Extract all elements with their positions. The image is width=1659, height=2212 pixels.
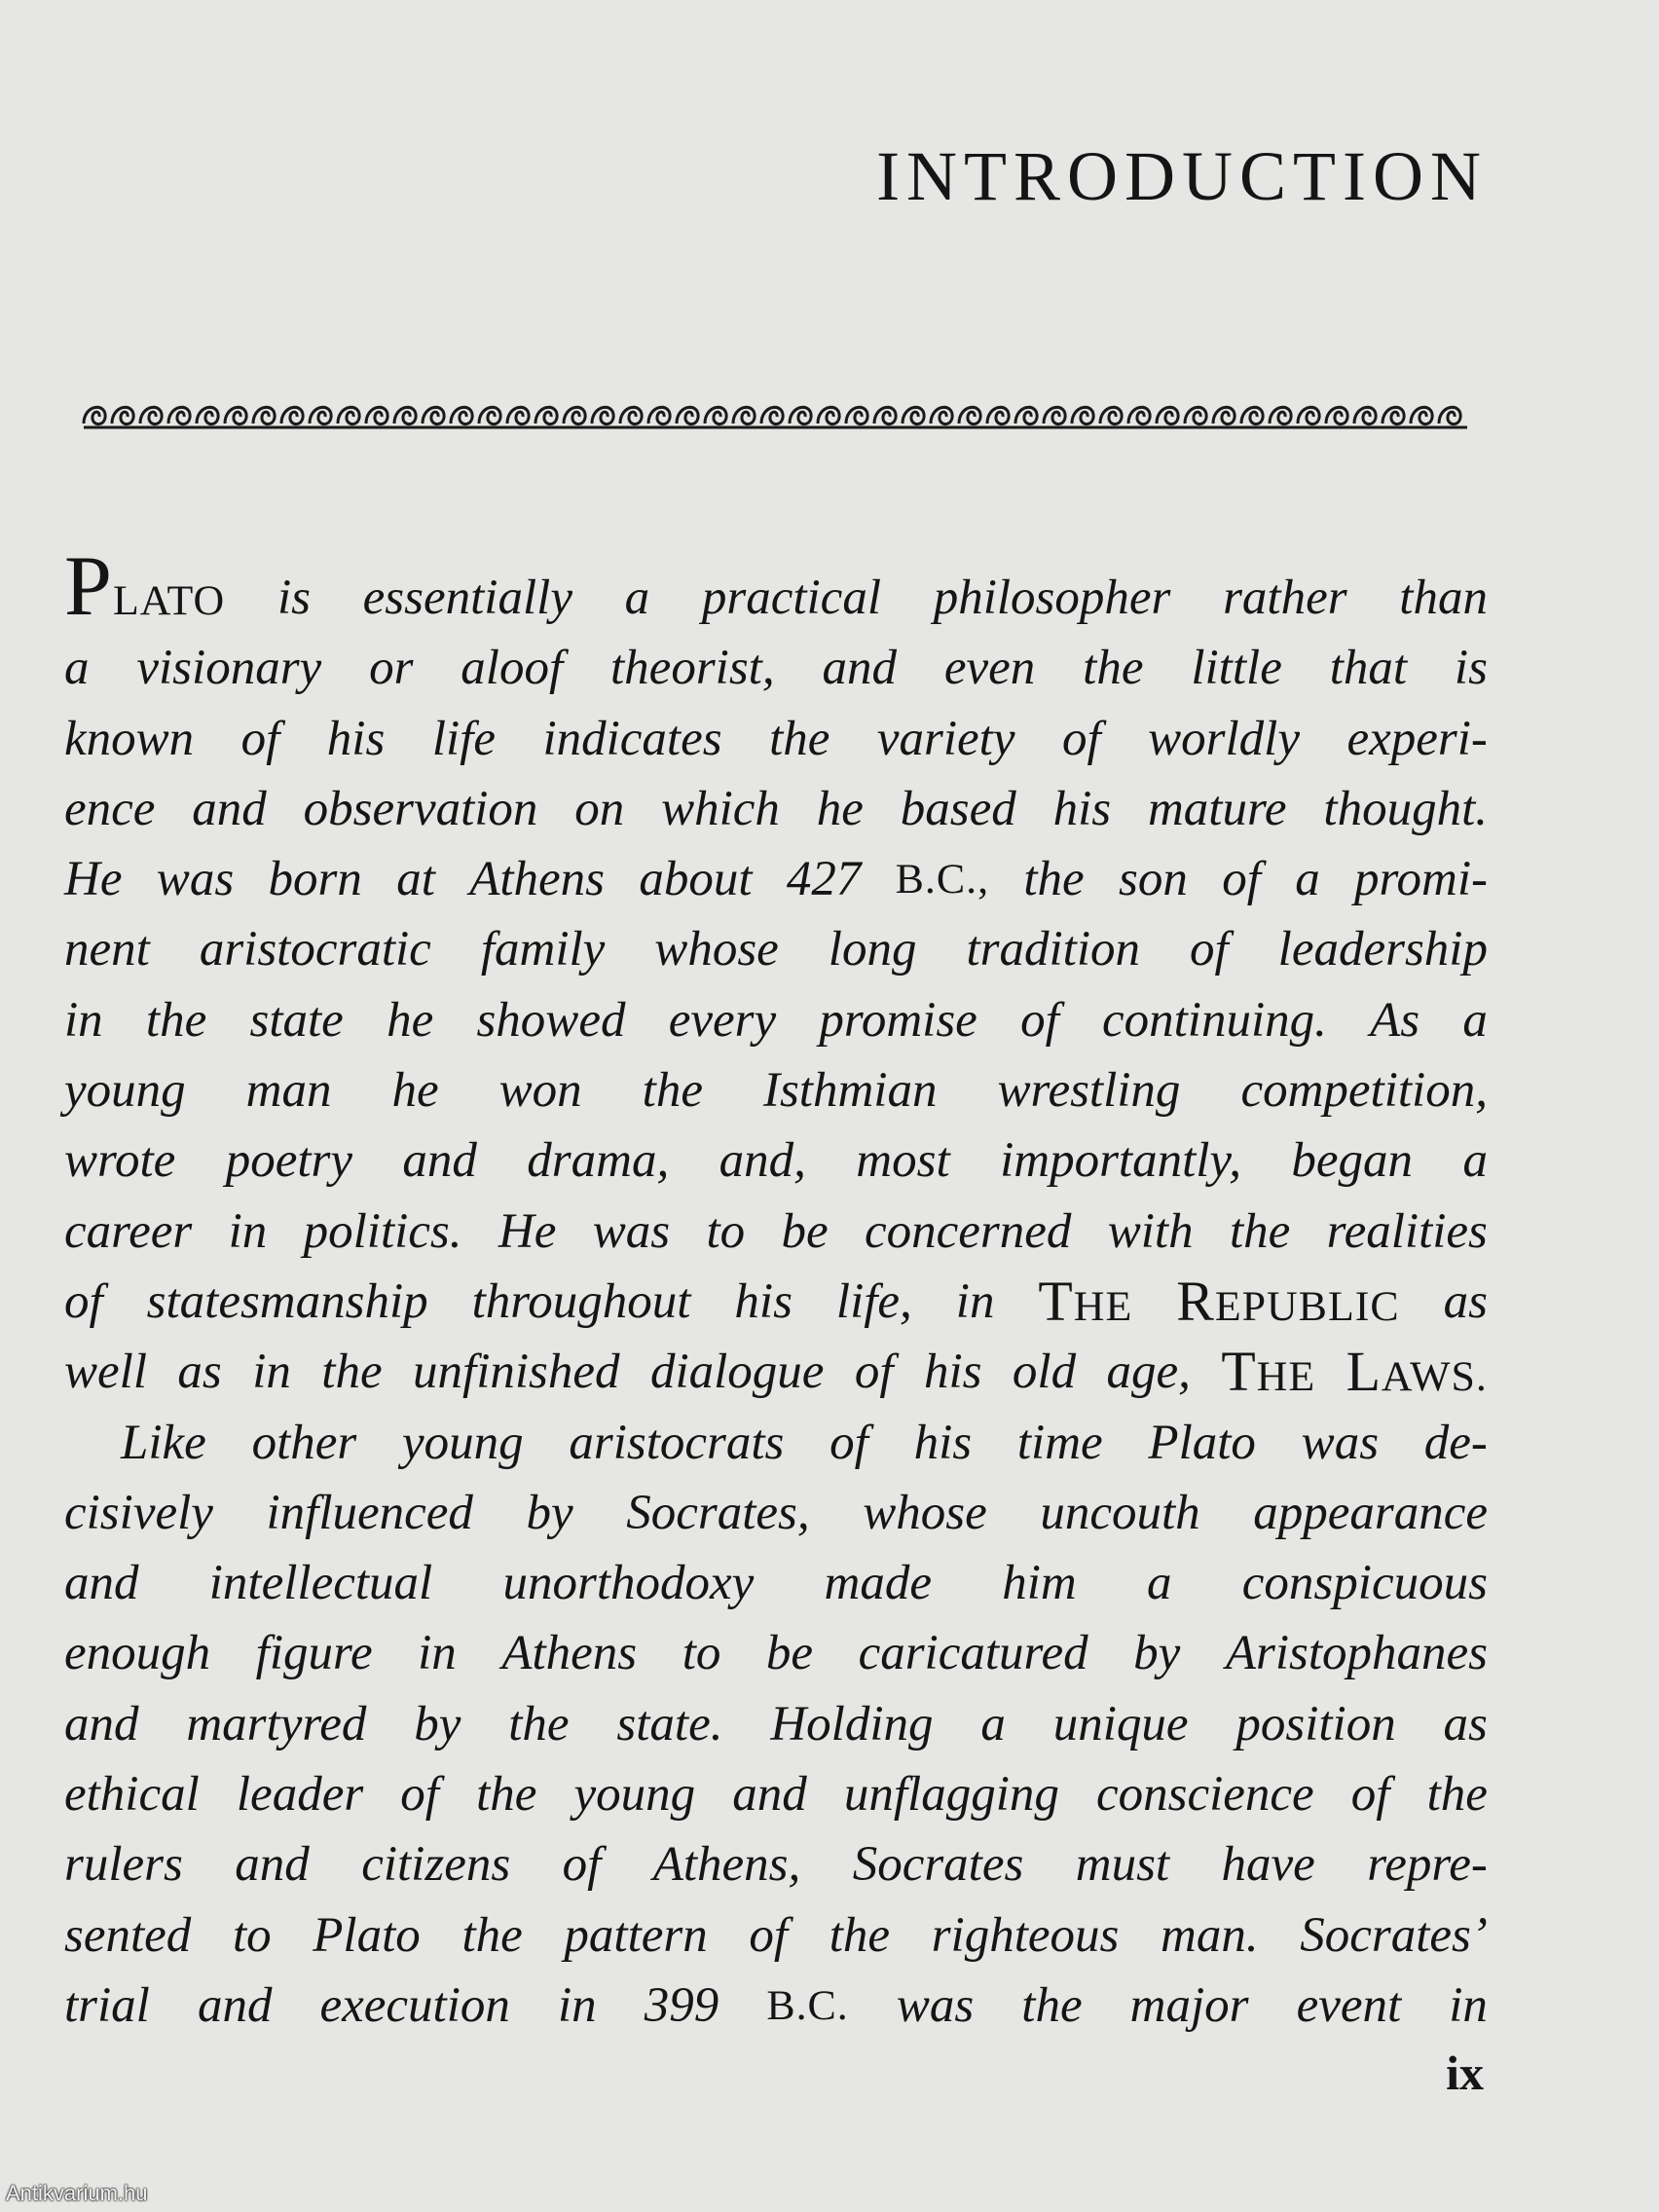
word: of bbox=[1061, 711, 1101, 766]
word: in bbox=[252, 1345, 291, 1400]
word: whose bbox=[654, 922, 779, 977]
word: He bbox=[64, 852, 123, 907]
text-line bbox=[64, 1829, 1488, 1899]
word: by bbox=[1133, 1626, 1181, 1681]
word: even bbox=[943, 641, 1036, 696]
text-line bbox=[64, 985, 1488, 1055]
small-caps-rest: EPUBLIC bbox=[1214, 1282, 1400, 1330]
word: de- bbox=[1423, 1415, 1488, 1470]
word: in bbox=[955, 1273, 995, 1329]
word: Holding bbox=[770, 1696, 934, 1751]
text-line bbox=[64, 1197, 1488, 1267]
small-caps-word: LATO bbox=[112, 577, 226, 624]
small-caps-rest: AWS. bbox=[1381, 1353, 1488, 1401]
word: young bbox=[64, 1063, 186, 1119]
word: conspicuous bbox=[1241, 1556, 1488, 1611]
body-text bbox=[64, 539, 1488, 2041]
small-caps-initial: T bbox=[1038, 1269, 1074, 1333]
word: and, bbox=[719, 1133, 806, 1189]
word: by bbox=[526, 1485, 573, 1540]
word: continuing. bbox=[1101, 992, 1327, 1048]
word: of bbox=[749, 1907, 789, 1963]
word: philosopher bbox=[933, 571, 1171, 625]
word: the bbox=[829, 1907, 891, 1963]
word: concerned bbox=[864, 1203, 1072, 1259]
word: unorthodoxy bbox=[502, 1556, 755, 1611]
word: aristocratic bbox=[199, 922, 431, 977]
word: citizens bbox=[361, 1837, 511, 1893]
word: in bbox=[557, 1977, 597, 2033]
word: his bbox=[913, 1415, 973, 1470]
word: he bbox=[387, 992, 434, 1048]
word: was bbox=[592, 1203, 671, 1259]
word: a bbox=[1462, 992, 1488, 1048]
word: with bbox=[1107, 1203, 1194, 1259]
word: Socrates’ bbox=[1300, 1907, 1488, 1963]
word: to bbox=[706, 1203, 746, 1259]
word: variety bbox=[876, 711, 1015, 766]
word: little bbox=[1191, 641, 1282, 696]
text-line bbox=[64, 1478, 1488, 1548]
word: of bbox=[854, 1345, 894, 1400]
word: or bbox=[369, 641, 414, 696]
word: long bbox=[828, 922, 917, 977]
word: a bbox=[1147, 1556, 1172, 1611]
word: Athens, bbox=[652, 1837, 801, 1893]
drop-cap: P bbox=[64, 539, 112, 634]
word: of bbox=[400, 1767, 439, 1823]
small-caps-initial: L bbox=[1346, 1340, 1382, 1404]
word: unique bbox=[1052, 1696, 1189, 1751]
small-caps-initial: R bbox=[1176, 1269, 1215, 1333]
word: of bbox=[1222, 852, 1261, 907]
word: ethical bbox=[64, 1767, 200, 1823]
book-title-laws bbox=[1346, 1337, 1488, 1407]
word: caricatured bbox=[858, 1626, 1088, 1681]
word: trial bbox=[64, 1977, 150, 2033]
word: Isthmian bbox=[762, 1063, 938, 1119]
word: of bbox=[1350, 1767, 1390, 1823]
word: old bbox=[1012, 1345, 1077, 1400]
word: is bbox=[276, 571, 311, 625]
word: Socrates, bbox=[626, 1485, 810, 1540]
word: competition, bbox=[1240, 1063, 1488, 1119]
word: poetry bbox=[225, 1133, 352, 1189]
text-line bbox=[64, 1337, 1488, 1407]
word: and bbox=[192, 781, 267, 836]
word: man bbox=[245, 1063, 332, 1119]
word: at bbox=[396, 852, 435, 907]
word: a bbox=[980, 1696, 1006, 1751]
word: enough bbox=[64, 1626, 211, 1681]
word: about bbox=[639, 852, 753, 907]
greek-wave-ornament bbox=[78, 394, 1490, 437]
text-line bbox=[64, 914, 1488, 984]
word: the bbox=[642, 1063, 703, 1119]
word: unfinished bbox=[413, 1345, 620, 1400]
word: essentially bbox=[362, 571, 572, 625]
text-line bbox=[64, 844, 1488, 914]
word: to bbox=[682, 1626, 721, 1681]
word: and bbox=[64, 1556, 139, 1611]
word: his bbox=[1052, 781, 1112, 836]
word: promi- bbox=[1354, 852, 1488, 907]
word: figure bbox=[255, 1626, 373, 1681]
word: As bbox=[1370, 992, 1420, 1048]
word: in bbox=[228, 1203, 268, 1259]
text-line bbox=[64, 1689, 1488, 1759]
word: other bbox=[251, 1415, 357, 1470]
word: observation bbox=[303, 781, 538, 836]
word: young bbox=[573, 1767, 696, 1823]
word: his bbox=[734, 1273, 793, 1329]
word: theorist, bbox=[610, 641, 775, 696]
word: the bbox=[1426, 1767, 1488, 1823]
word: life bbox=[431, 711, 496, 766]
page-number: ix bbox=[1446, 2046, 1484, 2100]
watermark: Antikvarium.hu bbox=[6, 2181, 148, 2205]
word: life, bbox=[835, 1273, 912, 1329]
word: of bbox=[1020, 992, 1059, 1048]
word: than bbox=[1399, 571, 1488, 625]
word: leadership bbox=[1277, 922, 1488, 977]
word: every bbox=[668, 992, 777, 1048]
text-line bbox=[64, 1548, 1488, 1618]
word: leader bbox=[236, 1767, 364, 1823]
word: be bbox=[765, 1626, 814, 1681]
word: made bbox=[824, 1556, 932, 1611]
small-caps-rest: HE bbox=[1073, 1282, 1133, 1330]
book-title-republic bbox=[1176, 1267, 1399, 1337]
word: well bbox=[64, 1345, 147, 1400]
word: based bbox=[900, 781, 1016, 836]
word: a bbox=[1462, 1133, 1488, 1189]
word: son bbox=[1119, 852, 1188, 907]
word: the bbox=[461, 1907, 523, 1963]
word: practical bbox=[701, 571, 881, 625]
text-line bbox=[64, 1900, 1488, 1971]
word: whose bbox=[863, 1485, 987, 1540]
word: on bbox=[574, 781, 625, 836]
word: showed bbox=[476, 992, 626, 1048]
word: the bbox=[145, 992, 207, 1048]
word: he bbox=[816, 781, 864, 836]
word: thought. bbox=[1323, 781, 1488, 836]
word: execution bbox=[319, 1977, 510, 2033]
text-line bbox=[64, 1055, 1488, 1125]
word: and bbox=[235, 1837, 310, 1893]
word: as bbox=[177, 1345, 222, 1400]
word: the bbox=[1229, 1203, 1291, 1259]
chapter-title: INTRODUCTION bbox=[876, 137, 1488, 215]
word: a bbox=[1295, 852, 1320, 907]
text-line bbox=[64, 1618, 1488, 1688]
word: and bbox=[732, 1767, 807, 1823]
word: the bbox=[476, 1767, 537, 1823]
word: repre- bbox=[1367, 1837, 1488, 1893]
text-line bbox=[64, 704, 1488, 774]
word: to bbox=[232, 1907, 272, 1963]
word: wrote bbox=[64, 1133, 176, 1189]
word: and bbox=[197, 1977, 273, 2033]
word: which bbox=[661, 781, 780, 836]
word: major bbox=[1129, 1977, 1249, 2033]
word: young bbox=[401, 1415, 524, 1470]
word: martyred bbox=[186, 1696, 367, 1751]
word: ence bbox=[64, 781, 156, 836]
word: was bbox=[1301, 1415, 1380, 1470]
word: must bbox=[1075, 1837, 1170, 1893]
word: Socrates bbox=[852, 1837, 1024, 1893]
word: was bbox=[156, 852, 235, 907]
word: politics. bbox=[303, 1203, 462, 1259]
word: won bbox=[498, 1063, 582, 1119]
word: unflagging bbox=[843, 1767, 1059, 1823]
word: rulers bbox=[64, 1837, 183, 1893]
word: mature bbox=[1147, 781, 1287, 836]
word: his bbox=[923, 1345, 982, 1400]
text-line bbox=[64, 774, 1488, 844]
word: him bbox=[1002, 1556, 1077, 1611]
word: family bbox=[480, 922, 606, 977]
word: he bbox=[391, 1063, 439, 1119]
word: the bbox=[508, 1696, 570, 1751]
word: in bbox=[1449, 1977, 1488, 2033]
word: the bbox=[1083, 641, 1144, 696]
text-line bbox=[64, 539, 1488, 634]
word: and bbox=[64, 1696, 139, 1751]
word: He bbox=[498, 1203, 557, 1259]
word: Like bbox=[121, 1415, 206, 1470]
word: and bbox=[822, 641, 897, 696]
text-line bbox=[64, 633, 1488, 703]
text-line bbox=[64, 1759, 1488, 1829]
word: sented bbox=[64, 1907, 192, 1963]
word: and bbox=[402, 1133, 477, 1189]
word: 427 bbox=[786, 852, 862, 907]
word: the bbox=[1023, 852, 1085, 907]
word: Plato bbox=[1148, 1415, 1256, 1470]
word: time bbox=[1016, 1415, 1103, 1470]
word: state bbox=[249, 992, 344, 1048]
word: throughout bbox=[471, 1273, 691, 1329]
word: the bbox=[1021, 1977, 1083, 2033]
word: pattern bbox=[564, 1907, 708, 1963]
wave-scroll-path bbox=[84, 407, 1467, 427]
word: Plato bbox=[313, 1907, 421, 1963]
word: began bbox=[1291, 1133, 1414, 1189]
book-title-the bbox=[1221, 1337, 1315, 1407]
word: visionary bbox=[136, 641, 322, 696]
small-caps-word: B.C. bbox=[766, 1981, 849, 2029]
word: state. bbox=[616, 1696, 723, 1751]
word: in bbox=[418, 1626, 457, 1681]
word: the bbox=[769, 711, 830, 766]
word: aloof bbox=[461, 641, 564, 696]
word: by bbox=[414, 1696, 461, 1751]
word: aristocrats bbox=[569, 1415, 785, 1470]
small-caps-word: B.C., bbox=[895, 856, 990, 903]
word: Athens bbox=[469, 852, 605, 907]
word: worldly bbox=[1148, 711, 1300, 766]
word: rather bbox=[1223, 571, 1347, 625]
word: is bbox=[1454, 641, 1488, 696]
word: of bbox=[1190, 922, 1229, 977]
word: realities bbox=[1326, 1203, 1488, 1259]
book-title-the bbox=[1038, 1267, 1132, 1337]
word: a bbox=[624, 571, 650, 625]
word: intellectual bbox=[208, 1556, 433, 1611]
word: conscience bbox=[1095, 1767, 1314, 1823]
word: drama, bbox=[527, 1133, 670, 1189]
line-opening bbox=[64, 539, 226, 634]
word: his bbox=[326, 711, 386, 766]
text-line bbox=[64, 1971, 1488, 2041]
word: of bbox=[830, 1415, 868, 1470]
word: dialogue bbox=[649, 1345, 825, 1400]
line-word: as bbox=[1443, 1273, 1488, 1329]
word: man. bbox=[1161, 1907, 1259, 1963]
word: was bbox=[896, 1977, 975, 2033]
word: born bbox=[268, 852, 362, 907]
word: importantly, bbox=[1000, 1133, 1241, 1189]
word: righteous bbox=[931, 1907, 1120, 1963]
word: of bbox=[562, 1837, 602, 1893]
word: known bbox=[64, 711, 195, 766]
word: cisively bbox=[64, 1485, 213, 1540]
word: appearance bbox=[1253, 1485, 1488, 1540]
word: be bbox=[781, 1203, 829, 1259]
text-line bbox=[64, 1125, 1488, 1196]
word: promise bbox=[819, 992, 977, 1048]
word: influenced bbox=[266, 1485, 473, 1540]
word: career bbox=[64, 1203, 193, 1259]
word: Aristophanes bbox=[1225, 1626, 1488, 1681]
word: statesmanship bbox=[146, 1273, 428, 1329]
word: a bbox=[64, 641, 90, 696]
word: most bbox=[856, 1133, 950, 1189]
word: as bbox=[1443, 1696, 1488, 1751]
word: Athens bbox=[501, 1626, 638, 1681]
word: wrestling bbox=[997, 1063, 1181, 1119]
word: in bbox=[64, 992, 103, 1048]
small-caps-rest: HE bbox=[1256, 1353, 1316, 1401]
word: 399 bbox=[644, 1977, 719, 2033]
word: that bbox=[1329, 641, 1408, 696]
text-line bbox=[64, 1267, 1488, 1337]
word: age, bbox=[1106, 1345, 1191, 1400]
word: tradition bbox=[966, 922, 1140, 977]
word: position bbox=[1235, 1696, 1396, 1751]
word: of bbox=[64, 1273, 103, 1329]
word: indicates bbox=[542, 711, 722, 766]
word: of bbox=[240, 711, 280, 766]
word: experi- bbox=[1346, 711, 1488, 766]
small-caps-initial: T bbox=[1221, 1340, 1257, 1404]
word: uncouth bbox=[1040, 1485, 1200, 1540]
word: event bbox=[1296, 1977, 1402, 2033]
word: nent bbox=[64, 922, 150, 977]
word: have bbox=[1221, 1837, 1315, 1893]
text-line-paragraph-start bbox=[64, 1408, 1488, 1478]
word: the bbox=[321, 1345, 383, 1400]
